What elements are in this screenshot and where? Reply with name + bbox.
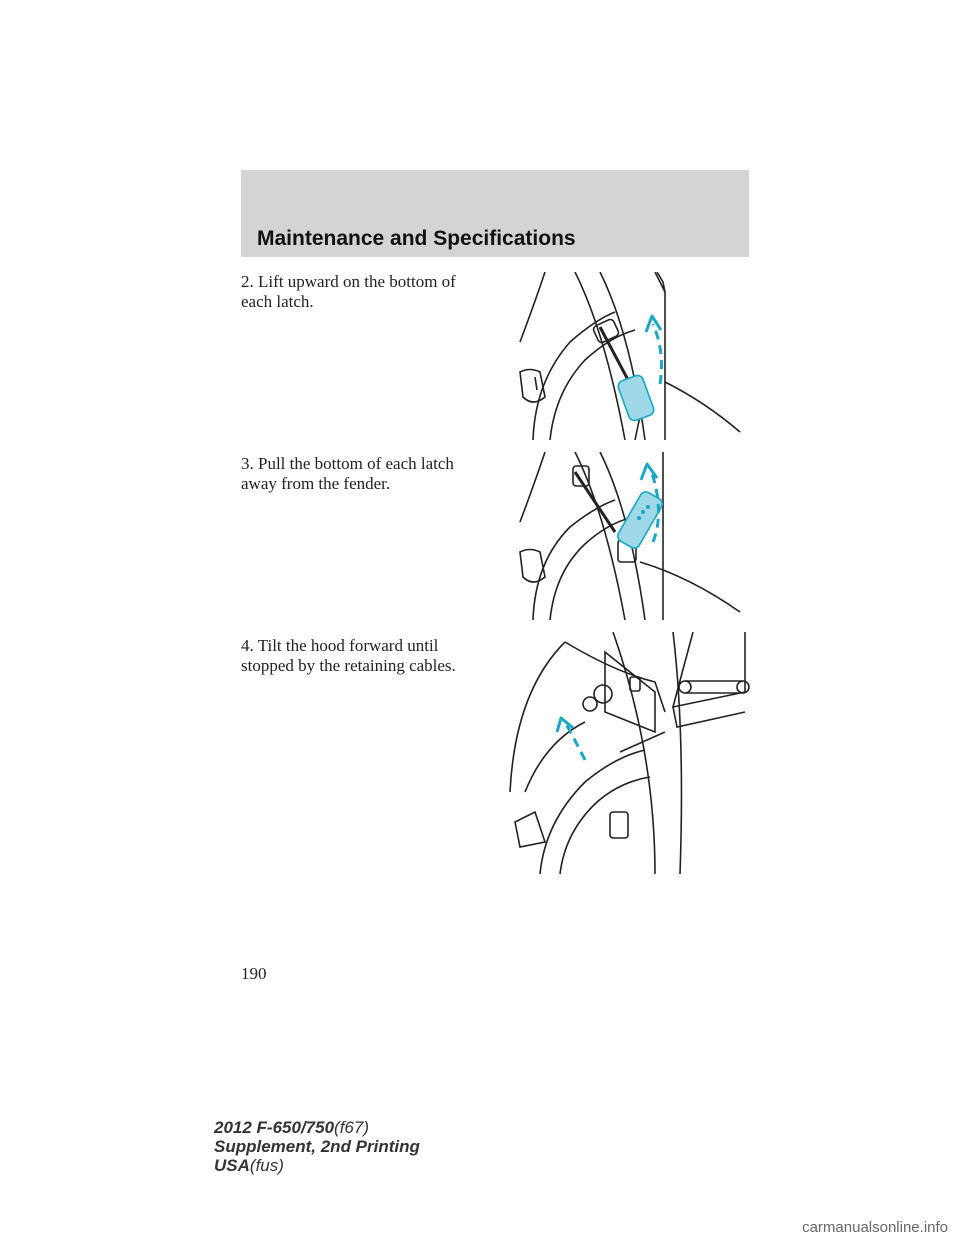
- section-title: Maintenance and Specifications: [257, 227, 576, 250]
- step-3-text: 3. Pull the bottom of each latch away from the fender.: [241, 454, 454, 493]
- market-name: USA: [214, 1156, 250, 1175]
- footer-line-1: [214, 1118, 420, 1137]
- hood-tilt-illustration: [505, 632, 750, 874]
- latch-pull-illustration: [515, 452, 745, 620]
- page-number: 190: [241, 964, 267, 983]
- section-header: [241, 170, 749, 257]
- step-4-text: 4. Tilt the hood forward until stopped by the retaining cables.: [241, 636, 456, 675]
- watermark: carmanualsonline.info: [802, 1219, 948, 1236]
- latch-lift-illustration: [515, 272, 745, 440]
- footer-line-3: [214, 1156, 420, 1175]
- step-2-text: 2. Lift upward on the bottom of each latch.: [241, 272, 456, 311]
- model-code: (f67): [334, 1118, 370, 1137]
- footer-line-2: Supplement, 2nd Printing: [214, 1137, 420, 1156]
- model-year-name: 2012 F-650/750: [214, 1118, 335, 1137]
- market-code: (fus): [249, 1156, 284, 1175]
- footer: [214, 1118, 420, 1175]
